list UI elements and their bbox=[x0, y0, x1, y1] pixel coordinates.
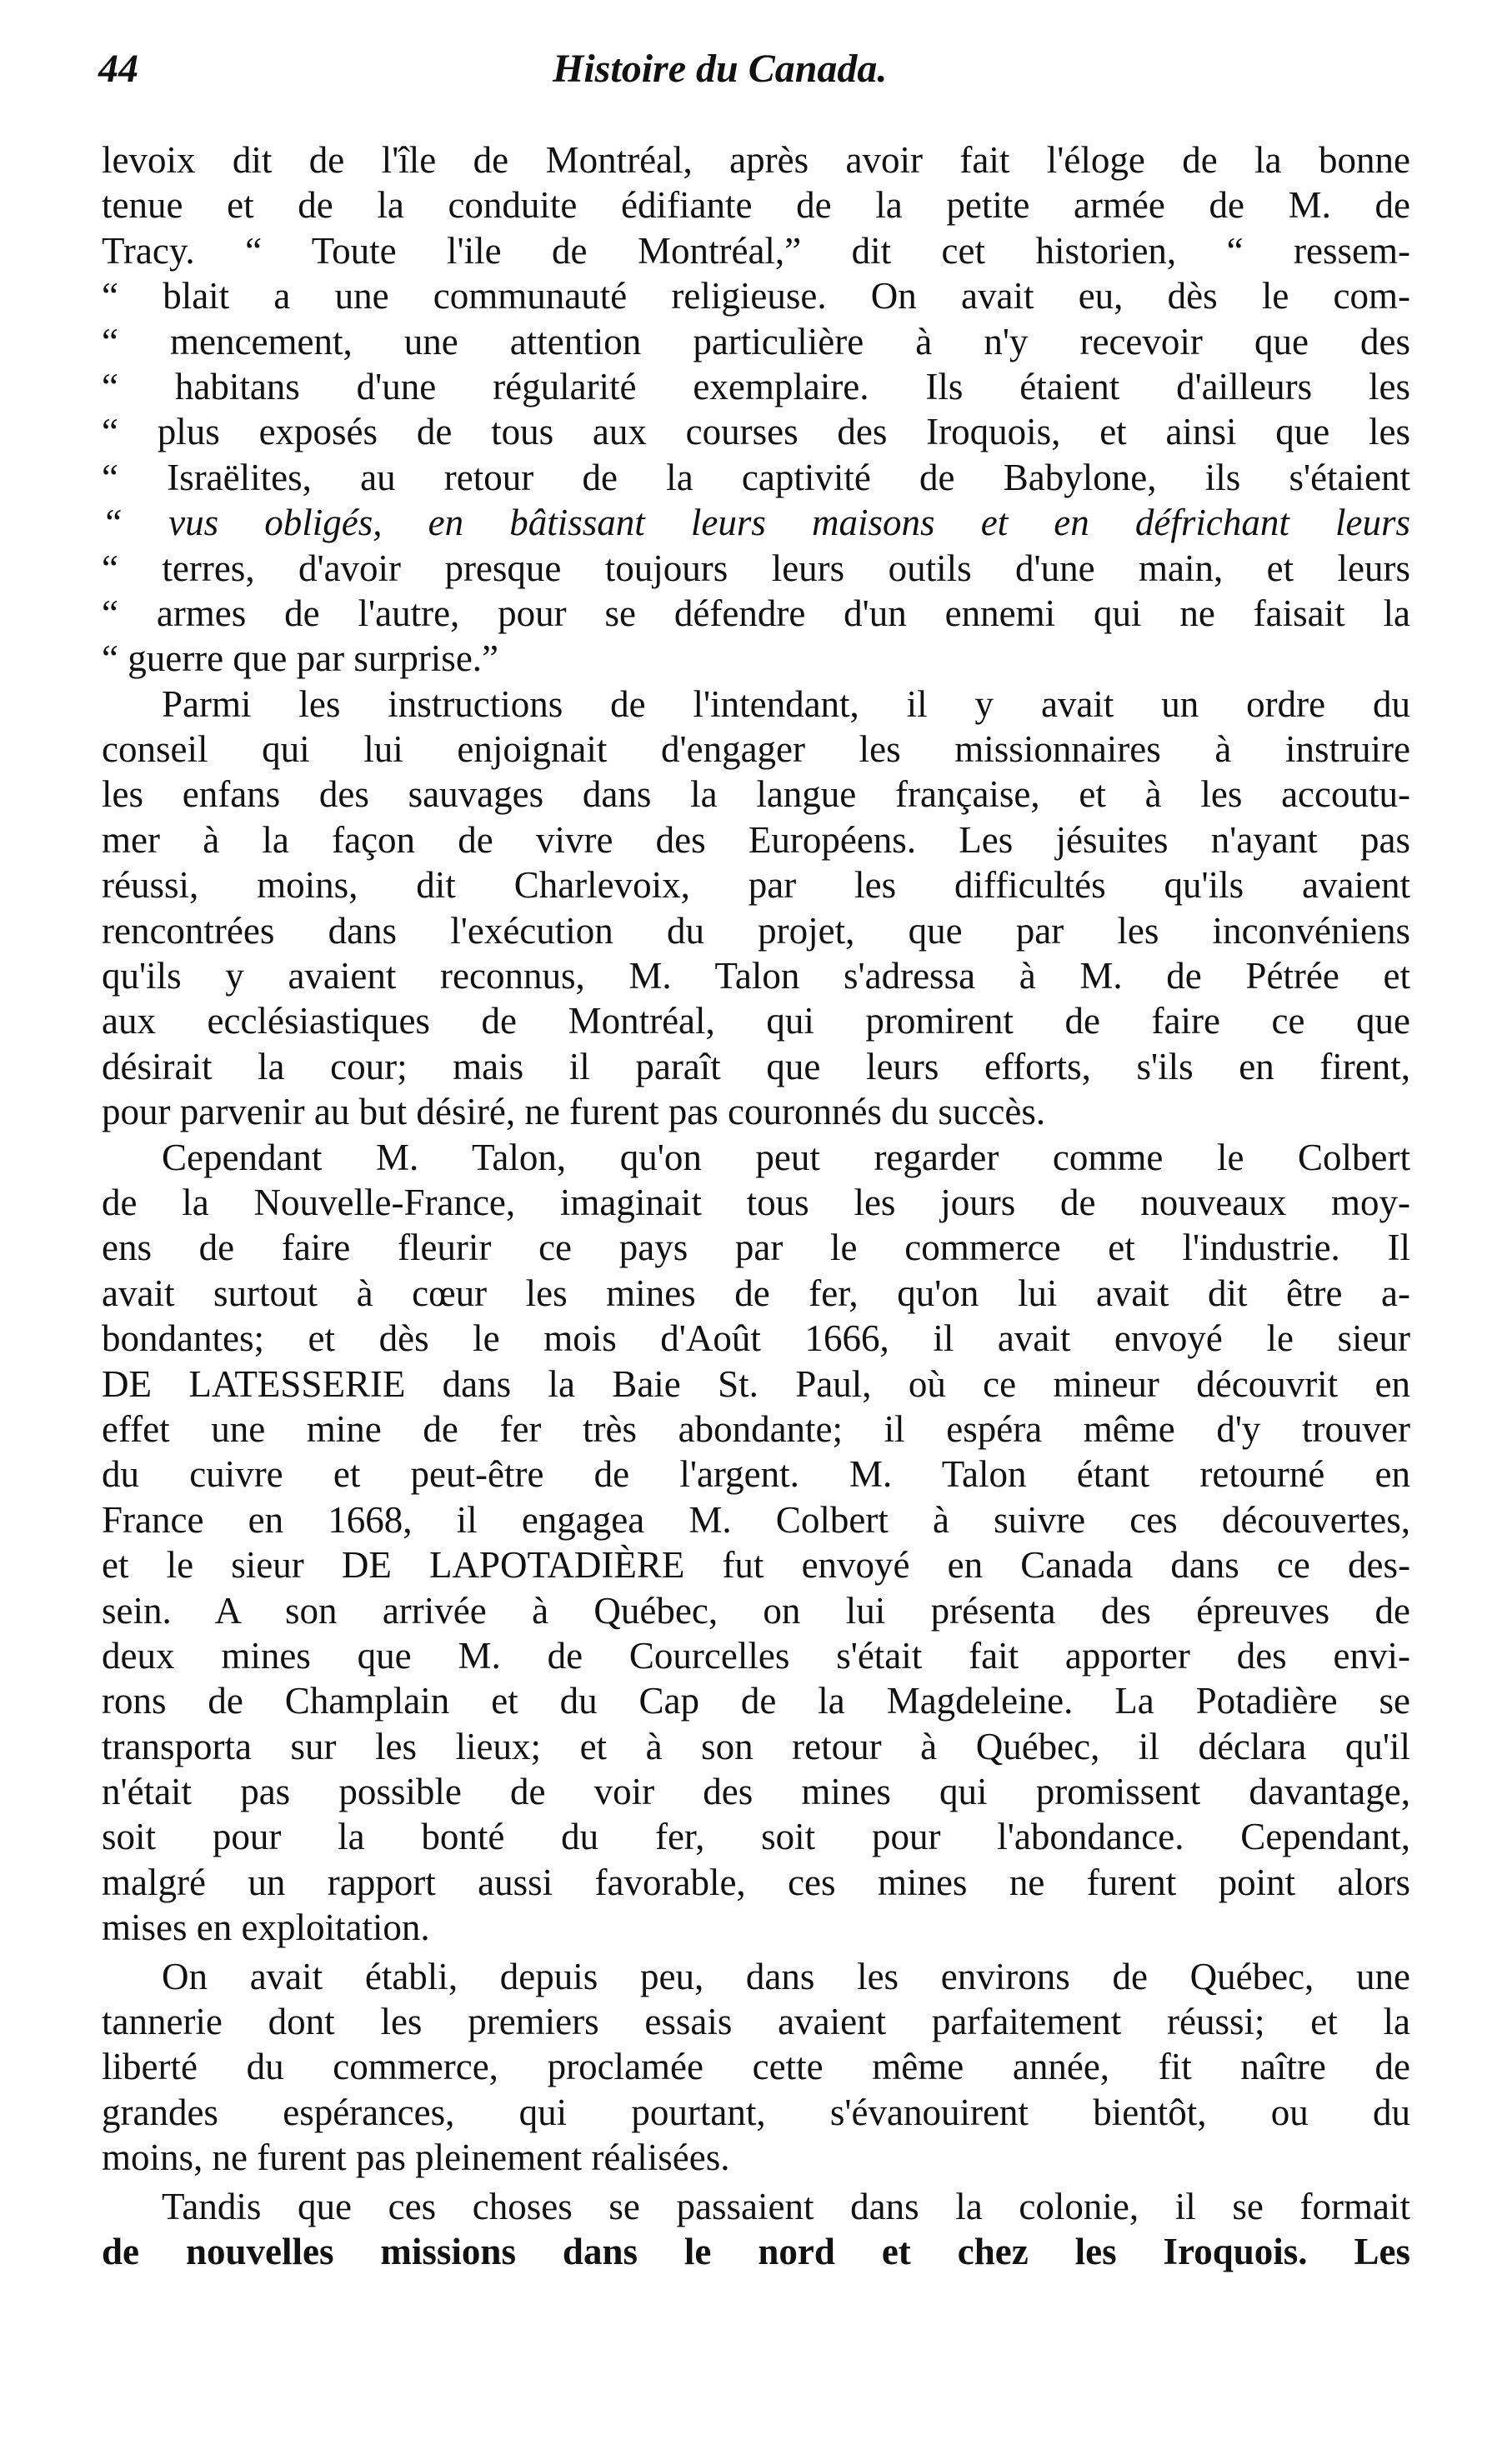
text-line: Tandis que ces choses se passaient dans la colonie, il se formait bbox=[162, 2185, 1410, 2227]
text-line: mises en exploitation. bbox=[102, 1907, 430, 1949]
text-line: de la Nouvelle-France, imaginait tous les jours de nouveaux moy- bbox=[102, 1181, 1410, 1223]
text-line: pour parvenir au but désiré, ne furent pas couronnés du succès. bbox=[102, 1091, 1046, 1133]
text-line: désirait la cour; mais il paraît que leurs efforts, s'ils en firent, bbox=[102, 1045, 1410, 1087]
running-title: Histoire du Canada. bbox=[553, 47, 888, 91]
page-number: 44 bbox=[98, 47, 138, 91]
text-line: conseil qui lui enjoignait d'engager les missionnaires à instruire bbox=[102, 728, 1410, 771]
text-line: aux ecclésiastiques de Montréal, qui promirent de faire ce que bbox=[102, 1000, 1410, 1042]
text-line: Tracy. “ Toute l'ile de Montréal,” dit cet historien, “ ressem- bbox=[102, 229, 1410, 272]
text-line: DE LATESSERIE dans la Baie St. Paul, où ce mineur découvrit en bbox=[102, 1362, 1410, 1405]
text-line: réussi, moins, dit Charlevoix, par les difficultés qu'ils avaient bbox=[102, 864, 1410, 907]
text-line: France en 1668, il engagea M. Colbert à suivre ces découvertes, bbox=[102, 1498, 1410, 1541]
running-head bbox=[98, 32, 1407, 107]
text-line: moins, ne furent pas pleinement réalisées. bbox=[102, 2137, 730, 2179]
text-line: “ guerre que par surprise.” bbox=[102, 637, 499, 680]
text-line: ens de faire fleurir ce pays par le commerce et l'industrie. Il bbox=[102, 1227, 1410, 1269]
text-line: “ blait a une communauté religieuse. On avait eu, dès le com- bbox=[102, 275, 1410, 317]
text-line: “ terres, d'avoir presque toujours leurs outils d'une main, et leurs bbox=[102, 547, 1410, 589]
text-line: malgré un rapport aussi favorable, ces mines ne furent point alors bbox=[102, 1861, 1410, 1903]
text-line: n'était pas possible de voir des mines qui promissent davantage, bbox=[102, 1771, 1410, 1813]
text-line: levoix dit de l'île de Montréal, après avoir fait l'éloge de la bonne bbox=[102, 139, 1410, 181]
text-line: deux mines que M. de Courcelles s'était fait apporter des envi- bbox=[102, 1634, 1410, 1677]
text-line: mer à la façon de vivre des Européens. Les jésuites n'ayant pas bbox=[102, 818, 1410, 861]
text-line: Cependant M. Talon, qu'on peut regarder comme le Colbert bbox=[162, 1136, 1410, 1178]
text-line: avait surtout à cœur les mines de fer, qu'on lui avait dit être a- bbox=[102, 1272, 1410, 1314]
text-line: effet une mine de fer très abondante; il espéra même d'y trouver bbox=[102, 1407, 1410, 1450]
text-line: les enfans des sauvages dans la langue française, et à les accoutu- bbox=[102, 773, 1410, 816]
text-line: “ Israëlites, au retour de la captivité de Babylone, ils s'étaient bbox=[102, 456, 1410, 498]
text-line: “ mencement, une attention particulière à n'y recevoir que des bbox=[102, 320, 1410, 362]
text-line: transporta sur les lieux; et à son retour à Québec, il déclara qu'il bbox=[102, 1725, 1410, 1767]
text-line: de nouvelles missions dans le nord et chez les Iroquois. Les bbox=[102, 2230, 1410, 2272]
text-line: On avait établi, depuis peu, dans les environs de Québec, une bbox=[162, 1955, 1410, 1997]
text-line: et le sieur DE LAPOTADIÈRE fut envoyé en Canada dans ce des- bbox=[102, 1544, 1410, 1587]
text-line: rencontrées dans l'exécution du projet, que par les inconvéniens bbox=[102, 909, 1410, 952]
text-line: tannerie dont les premiers essais avaient parfaitement réussi; et la bbox=[102, 2001, 1410, 2043]
text-line: sein. A son arrivée à Québec, on lui présenta des épreuves de bbox=[102, 1589, 1410, 1632]
text-line: qu'ils y avaient reconnus, M. Talon s'adressa à M. de Pétrée et bbox=[102, 955, 1410, 997]
text-line: rons de Champlain et du Cap de la Magdeleine. La Potadière se bbox=[102, 1680, 1410, 1722]
text-line: soit pour la bonté du fer, soit pour l'abondance. Cependant, bbox=[102, 1816, 1410, 1858]
text-line: liberté du commerce, proclamée cette même année, fit naître de bbox=[102, 2046, 1410, 2088]
text-line: bondantes; et dès le mois d'Août 1666, il avait envoyé le sieur bbox=[102, 1317, 1410, 1360]
text-line: “ vus obligés, en bâtissant leurs maisons et en défrichant leurs bbox=[102, 502, 1410, 544]
text-line: tenue et de la conduite édifiante de la petite armée de M. de bbox=[102, 184, 1410, 227]
text-line: “ plus exposés de tous aux courses des Iroquois, et ainsi que les bbox=[102, 411, 1410, 453]
text-line: Parmi les instructions de l'intendant, il y avait un ordre du bbox=[162, 682, 1410, 725]
text-line: du cuivre et peut-être de l'argent. M. Talon étant retourné en bbox=[102, 1453, 1410, 1496]
text-line: “ armes de l'autre, pour se défendre d'un ennemi qui ne faisait la bbox=[102, 592, 1410, 634]
text-line: grandes espérances, qui pourtant, s'évanouirent bientôt, ou du bbox=[102, 2091, 1410, 2133]
body-text bbox=[102, 137, 1410, 2274]
text-line: “ habitans d'une régularité exemplaire. Ils étaient d'ailleurs les bbox=[102, 365, 1410, 407]
